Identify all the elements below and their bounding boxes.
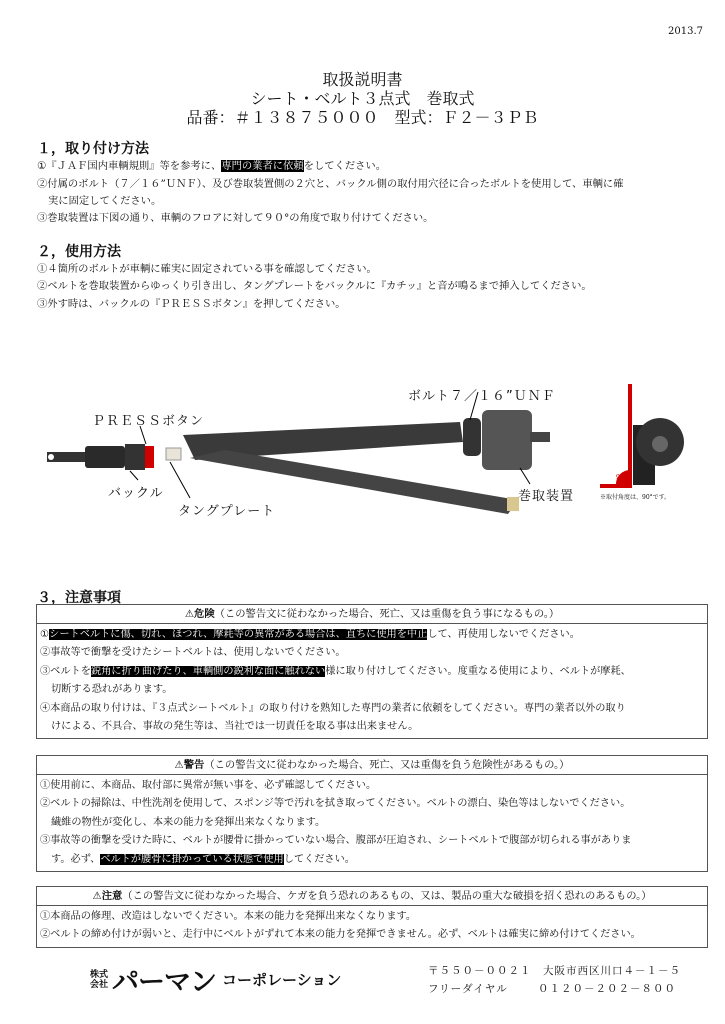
usage-step-2: ②ベルトを巻取装置からゆっくり引き出し、タングプレートをバックルに『カチッ』と音が鳴るまで挿入してください。: [37, 280, 592, 292]
label-retractor: 巻取装置: [518, 489, 575, 504]
danger-item-4: ④本商品の取り付けは、『３点式シートベルト』の取り付けを熟知した専門の業者に依頼をしてください。専門の業者以外の取り: [40, 702, 626, 714]
angle-label: 90°: [616, 474, 627, 481]
danger-label: 危険: [194, 608, 215, 620]
section-3-heading: ３，注意事項: [37, 590, 121, 606]
danger-item-2: ②事故等で衝撃を受けたシートベルトは、使用しないでください。: [40, 647, 346, 659]
warning-triangle-icon: ⚠: [184, 608, 195, 620]
seatbelt-illustration: [0, 380, 725, 540]
label-tongue-plate: タングプレート: [178, 504, 276, 519]
caution-label: 注意: [101, 890, 123, 902]
angle-note: ※取付角度は、90°です。: [600, 494, 671, 501]
danger-item-4-cont: けによる、不具合、事故の発生等は、当社では一切責任を取る事は出来ません。: [51, 721, 419, 733]
phone-number: ０１２０－２０２－８００: [538, 983, 676, 995]
install-step-2-cont: 実に固定してください。: [48, 195, 162, 207]
warning-desc: （この警告文に従わなかった場合、死亡、又は重傷を負う危険性があるもの。）: [204, 759, 570, 771]
warning-label: 警告: [183, 759, 205, 771]
usage-step-3: ③外す時は、バックルの『ＰＲＥＳＳボタン』を押してください。: [37, 298, 346, 310]
danger-item-3: ③ベルトを鋭角に折り曲げたり、車輌側の鋭利な面に触れない様に取り付けしてください。度重なる使用により、ベルトが摩耗、: [40, 665, 631, 677]
doc-title: 取扱説明書: [322, 70, 403, 89]
label-bolt: ボルト７／１６”ＵＮＦ: [408, 389, 556, 404]
company-logo: 株式会社 パーマン コーポレーション: [90, 967, 342, 998]
install-step-3: ③巻取装置は下図の通り、車輌のフロアに対して９０°の角度で取り付けてください。: [37, 212, 434, 224]
address: 〒５５０－００２１ 大阪市西区川口４－１－５: [428, 965, 681, 977]
section-1-heading: １，取り付け方法: [37, 141, 149, 157]
danger-item-1: ①シートベルトに傷、切れ、ほつれ、摩耗等の異常がある場合は、直ちに使用を中止して、再使用しないでください。: [40, 629, 580, 640]
warning-item-3: ③事故等の衝撃を受けた時に、ベルトが腰骨に掛かっていない場合、腹部が圧迫され、シートベルトで腹部が切られる事がありま: [40, 835, 632, 847]
label-press-button: ＰＲＥＳＳボタン: [92, 414, 205, 429]
caution-desc: （この警告文に従わなかった場合、ケガを負う恐れのあるもの、又は、製品の重大な破損を招く恐れのあるもの。）: [122, 890, 652, 902]
warning-box: [36, 755, 708, 872]
product-number: 品番：＃１３８７５０００ 型式：Ｆ２－３ＰＢ: [186, 108, 539, 127]
caution-box: [36, 886, 708, 948]
section-2-heading: ２，使用方法: [37, 244, 121, 260]
danger-desc: （この警告文に従わなかった場合、死亡、又は重傷を負う事になるもの。）: [214, 608, 560, 620]
label-buckle: バックル: [108, 486, 164, 501]
install-step-1: ①『ＪＡＦ国内車輌規則』等を参考に、専門の業者に依頼をしてください。: [37, 160, 387, 172]
warning-item-1: ①使用前に、本商品、取付部に異常が無い事を、必ず確認してください。: [40, 780, 377, 791]
doc-subtitle: シート・ベルト３点式 巻取式: [250, 89, 475, 108]
warning-triangle-icon: ⚠: [92, 890, 102, 902]
usage-step-1: ①４箇所のボルトが車輌に確実に固定されている事を確認してください。: [37, 263, 377, 275]
warning-item-2: ②ベルトの掃除は、中性洗剤を使用して、スポンジ等で汚れを拭き取ってください。ベルトの漂白、染色等はしないでください。: [40, 798, 631, 810]
warning-item-2-cont: 繊維の物性が変化し、本来の能力を発揮出来なくなります。: [51, 816, 326, 828]
install-step-2: ②付属のボルト（７／１６”ＵＮＦ）、及び巻取装置側の２穴と、バックル側の取付用穴径に合ったボルトを使用して、車輌に確: [37, 178, 624, 190]
warning-item-3-cont: す。必ず、ベルトが腰骨に掛かっている状態で使用してください。: [51, 853, 355, 865]
danger-box: [36, 604, 708, 739]
caution-item-1: ①本商品の修理、改造はしないでください。本来の能力を発揮出来なくなります。: [40, 911, 417, 922]
date: 2013.7: [668, 26, 703, 37]
caution-item-2: ②ベルトの締め付けが弱いと、走行中にベルトがずれて本来の能力を発揮できません。必ず、ベルトは確実に締め付けてください。: [40, 929, 641, 941]
free-dial-label: フリーダイヤル: [428, 983, 508, 995]
warning-triangle-icon: ⚠: [174, 759, 184, 771]
danger-item-3-cont: 切断する恐れがあります。: [51, 684, 173, 696]
